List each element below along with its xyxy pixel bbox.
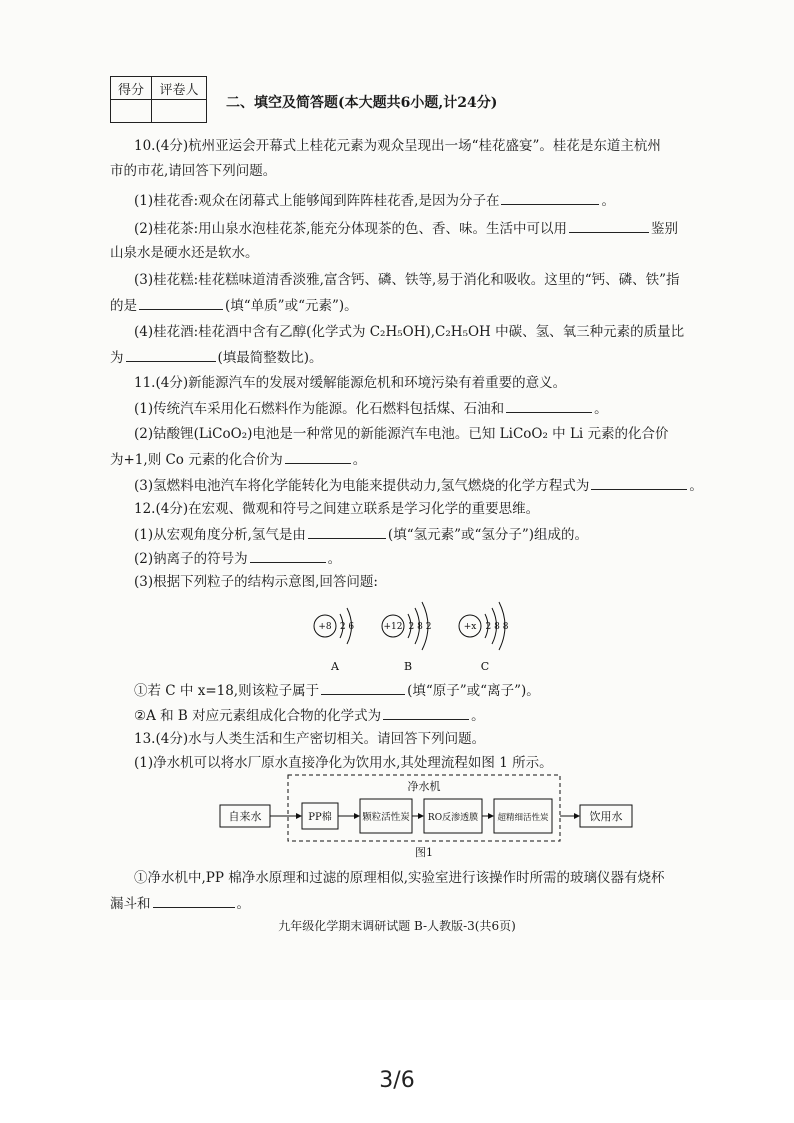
q11-part3-text: (3)氢燃料电池汽车将化学能转化为电能来提供动力,氢气燃烧的化学方程式为 — [134, 478, 590, 494]
score-cell[interactable] — [111, 100, 152, 123]
q13-stem: 13.(4分)水与人类生活和生产密切相关。请回答下列问题。 — [134, 731, 486, 747]
q10-part1-text: (1)桂花香:观众在闭幕式上能够闻到阵阵桂花香,是因为分子在 — [134, 193, 500, 209]
q11-answer-blank-1[interactable] — [506, 398, 592, 413]
q10-part2-text: (2)桂花茶:用山泉水泡桂花茶,能充分体现茶的色、香、味。生活中可以用 — [134, 221, 567, 237]
q10-answer-blank-1[interactable] — [501, 190, 599, 205]
q13-sub1-start: 漏斗和 — [110, 896, 151, 912]
q11-part2-line1: (2)钴酸锂(LiCoO₂)电池是一种常见的新能源汽车电池。已知 LiCoO₂ 中 Li 元素的化合价 — [134, 426, 669, 442]
atom-b — [382, 602, 431, 673]
q10-part2 — [110, 218, 744, 239]
q13-answer-blank-1[interactable] — [153, 893, 235, 908]
q11-part3 — [110, 475, 744, 496]
q12-answer-blank-4[interactable] — [383, 705, 469, 720]
q12-answer-blank-3[interactable] — [321, 680, 405, 695]
q12-part2-text: (2)钠离子的符号为 — [134, 551, 248, 567]
atom-a-nucleus: +8 — [318, 622, 332, 632]
atom-a — [314, 608, 354, 673]
q11-part1 — [110, 398, 744, 419]
step-pp-label: PP棉 — [308, 812, 332, 823]
q10-part4-start: 为 — [110, 350, 124, 366]
q12-part1-end: (填“氢元素”或“氢分子”)组成的。 — [387, 527, 589, 543]
page-indicator: 3/6 — [379, 1068, 415, 1093]
q10-part1 — [110, 190, 744, 211]
atom-c-shells: 2 8 8 — [485, 622, 509, 632]
q12-answer-blank-2[interactable] — [250, 548, 326, 563]
q12-sub2 — [110, 705, 744, 726]
q10-part3-end: (填“单质”或“元素”)。 — [225, 298, 358, 314]
q12-stem: 12.(4分)在宏观、微观和符号之间建立联系是学习化学的重要思维。 — [134, 501, 540, 517]
q11-part1-end: 。 — [594, 401, 608, 417]
step-ro-membrane-label: RO反渗透膜 — [427, 813, 479, 823]
atom-a-shells: 2 6 — [339, 622, 355, 632]
purifier-label: 净水机 — [407, 780, 441, 793]
q11-part3-end: 。 — [689, 478, 703, 494]
q12-sub1-text: ①若 C 中 x=18,则该粒子属于 — [134, 683, 320, 699]
atom-a-label: A — [331, 660, 339, 673]
score-header: 得分 — [111, 77, 152, 100]
q10-part4-line1: (4)桂花酒:桂花酒中含有乙醇(化学式为 C₂H₅OH),C₂H₅OH 中碳、氢、氧三种元素的质量比 — [134, 324, 685, 340]
q10-part4-line2 — [110, 347, 720, 368]
q10-part1-end: 。 — [601, 193, 615, 209]
q12-sub1 — [110, 680, 744, 701]
q11-part1-text: (1)传统汽车采用化石燃料作为能源。化石燃料包括煤、石油和 — [134, 401, 505, 417]
q13-part1: (1)净水机可以将水厂原水直接净化为饮用水,其处理流程如图 1 所示。 — [134, 755, 553, 771]
q10-part2-end: 鉴别 — [650, 221, 678, 237]
q10-stem-line2: 市的市花,请回答下列问题。 — [110, 163, 277, 179]
atom-b-shells: 2 8 2 — [408, 622, 432, 632]
q11-answer-blank-2[interactable] — [285, 449, 351, 464]
q12-part2 — [110, 548, 744, 569]
q12-answer-blank-1[interactable] — [308, 524, 386, 539]
q11-part2-end: 。 — [352, 452, 367, 468]
atom-b-label: B — [403, 660, 413, 673]
output-label: 饮用水 — [589, 810, 623, 823]
input-label: 自来水 — [228, 810, 262, 823]
q10-part3-start: 的是 — [110, 298, 137, 314]
q10-answer-blank-3[interactable] — [139, 295, 223, 310]
score-box — [110, 76, 207, 123]
step-granular-carbon-label: 颗粒活性炭 — [362, 812, 410, 823]
q13-sub1-line1: ①净水机中,PP 棉净水原理和过滤的原理相似,实验室进行该操作时所需的玻璃仪器有烧杯 — [134, 870, 665, 886]
q11-part2-start: 为+1,则 Co 元素的化合价为 — [110, 452, 283, 468]
q10-part2-cont: 山泉水是硬水还是软水。 — [110, 245, 259, 261]
figure-caption: 图1 — [415, 846, 433, 859]
atom-c-label: C — [480, 660, 490, 673]
q11-part2-line2 — [110, 449, 720, 470]
q12-sub2-end: 。 — [471, 708, 485, 724]
q10-part4-end: (填最简整数比)。 — [217, 350, 323, 366]
atom-structure-diagrams — [300, 596, 530, 680]
grader-header: 评卷人 — [152, 77, 207, 100]
q12-part3: (3)根据下列粒子的结构示意图,回答问题: — [134, 574, 378, 590]
atom-c-nucleus: +x — [463, 622, 477, 632]
q12-part2-end: 。 — [327, 551, 342, 567]
page-footer: 九年级化学期末调研试题 B-人教版-3(共6页) — [278, 919, 516, 933]
section-title: 二、填空及简答题(本大题共6小题,计24分) — [226, 95, 498, 111]
q11-answer-blank-3[interactable] — [591, 475, 687, 490]
grader-cell[interactable] — [152, 100, 207, 123]
atom-b-nucleus: +12 — [383, 622, 403, 632]
q13-sub1-end: 。 — [236, 896, 250, 912]
q12-sub1-end: (填“原子”或“离子”)。 — [407, 683, 540, 699]
q12-part1-text: (1)从宏观角度分析,氢气是由 — [134, 527, 306, 543]
q12-part1 — [110, 524, 744, 545]
q10-answer-blank-2[interactable] — [569, 218, 649, 233]
q13-sub1-line2 — [110, 893, 720, 914]
atom-c — [459, 602, 509, 673]
q10-part3-line2 — [110, 295, 720, 316]
q10-stem-line1: 10.(4分)杭州亚运会开幕式上桂花元素为观众呈现出一场“桂花盛宴”。桂花是东道主杭州 — [134, 138, 661, 154]
q10-part3-line1: (3)桂花糕:桂花糕味道清香淡雅,富含钙、磷、铁等,易于消化和吸收。这里的“钙、磷、铁”指 — [134, 272, 680, 288]
step-ultrafine-carbon-label: 超精细活性炭 — [497, 813, 549, 823]
q10-answer-blank-4[interactable] — [126, 347, 216, 362]
q12-sub2-text: ②A 和 B 对应元素组成化合物的化学式为 — [134, 708, 382, 724]
q11-stem: 11.(4分)新能源汽车的发展对缓解能源危机和环境污染有着重要的意义。 — [134, 375, 567, 391]
water-purifier-flow-diagram — [218, 772, 638, 862]
